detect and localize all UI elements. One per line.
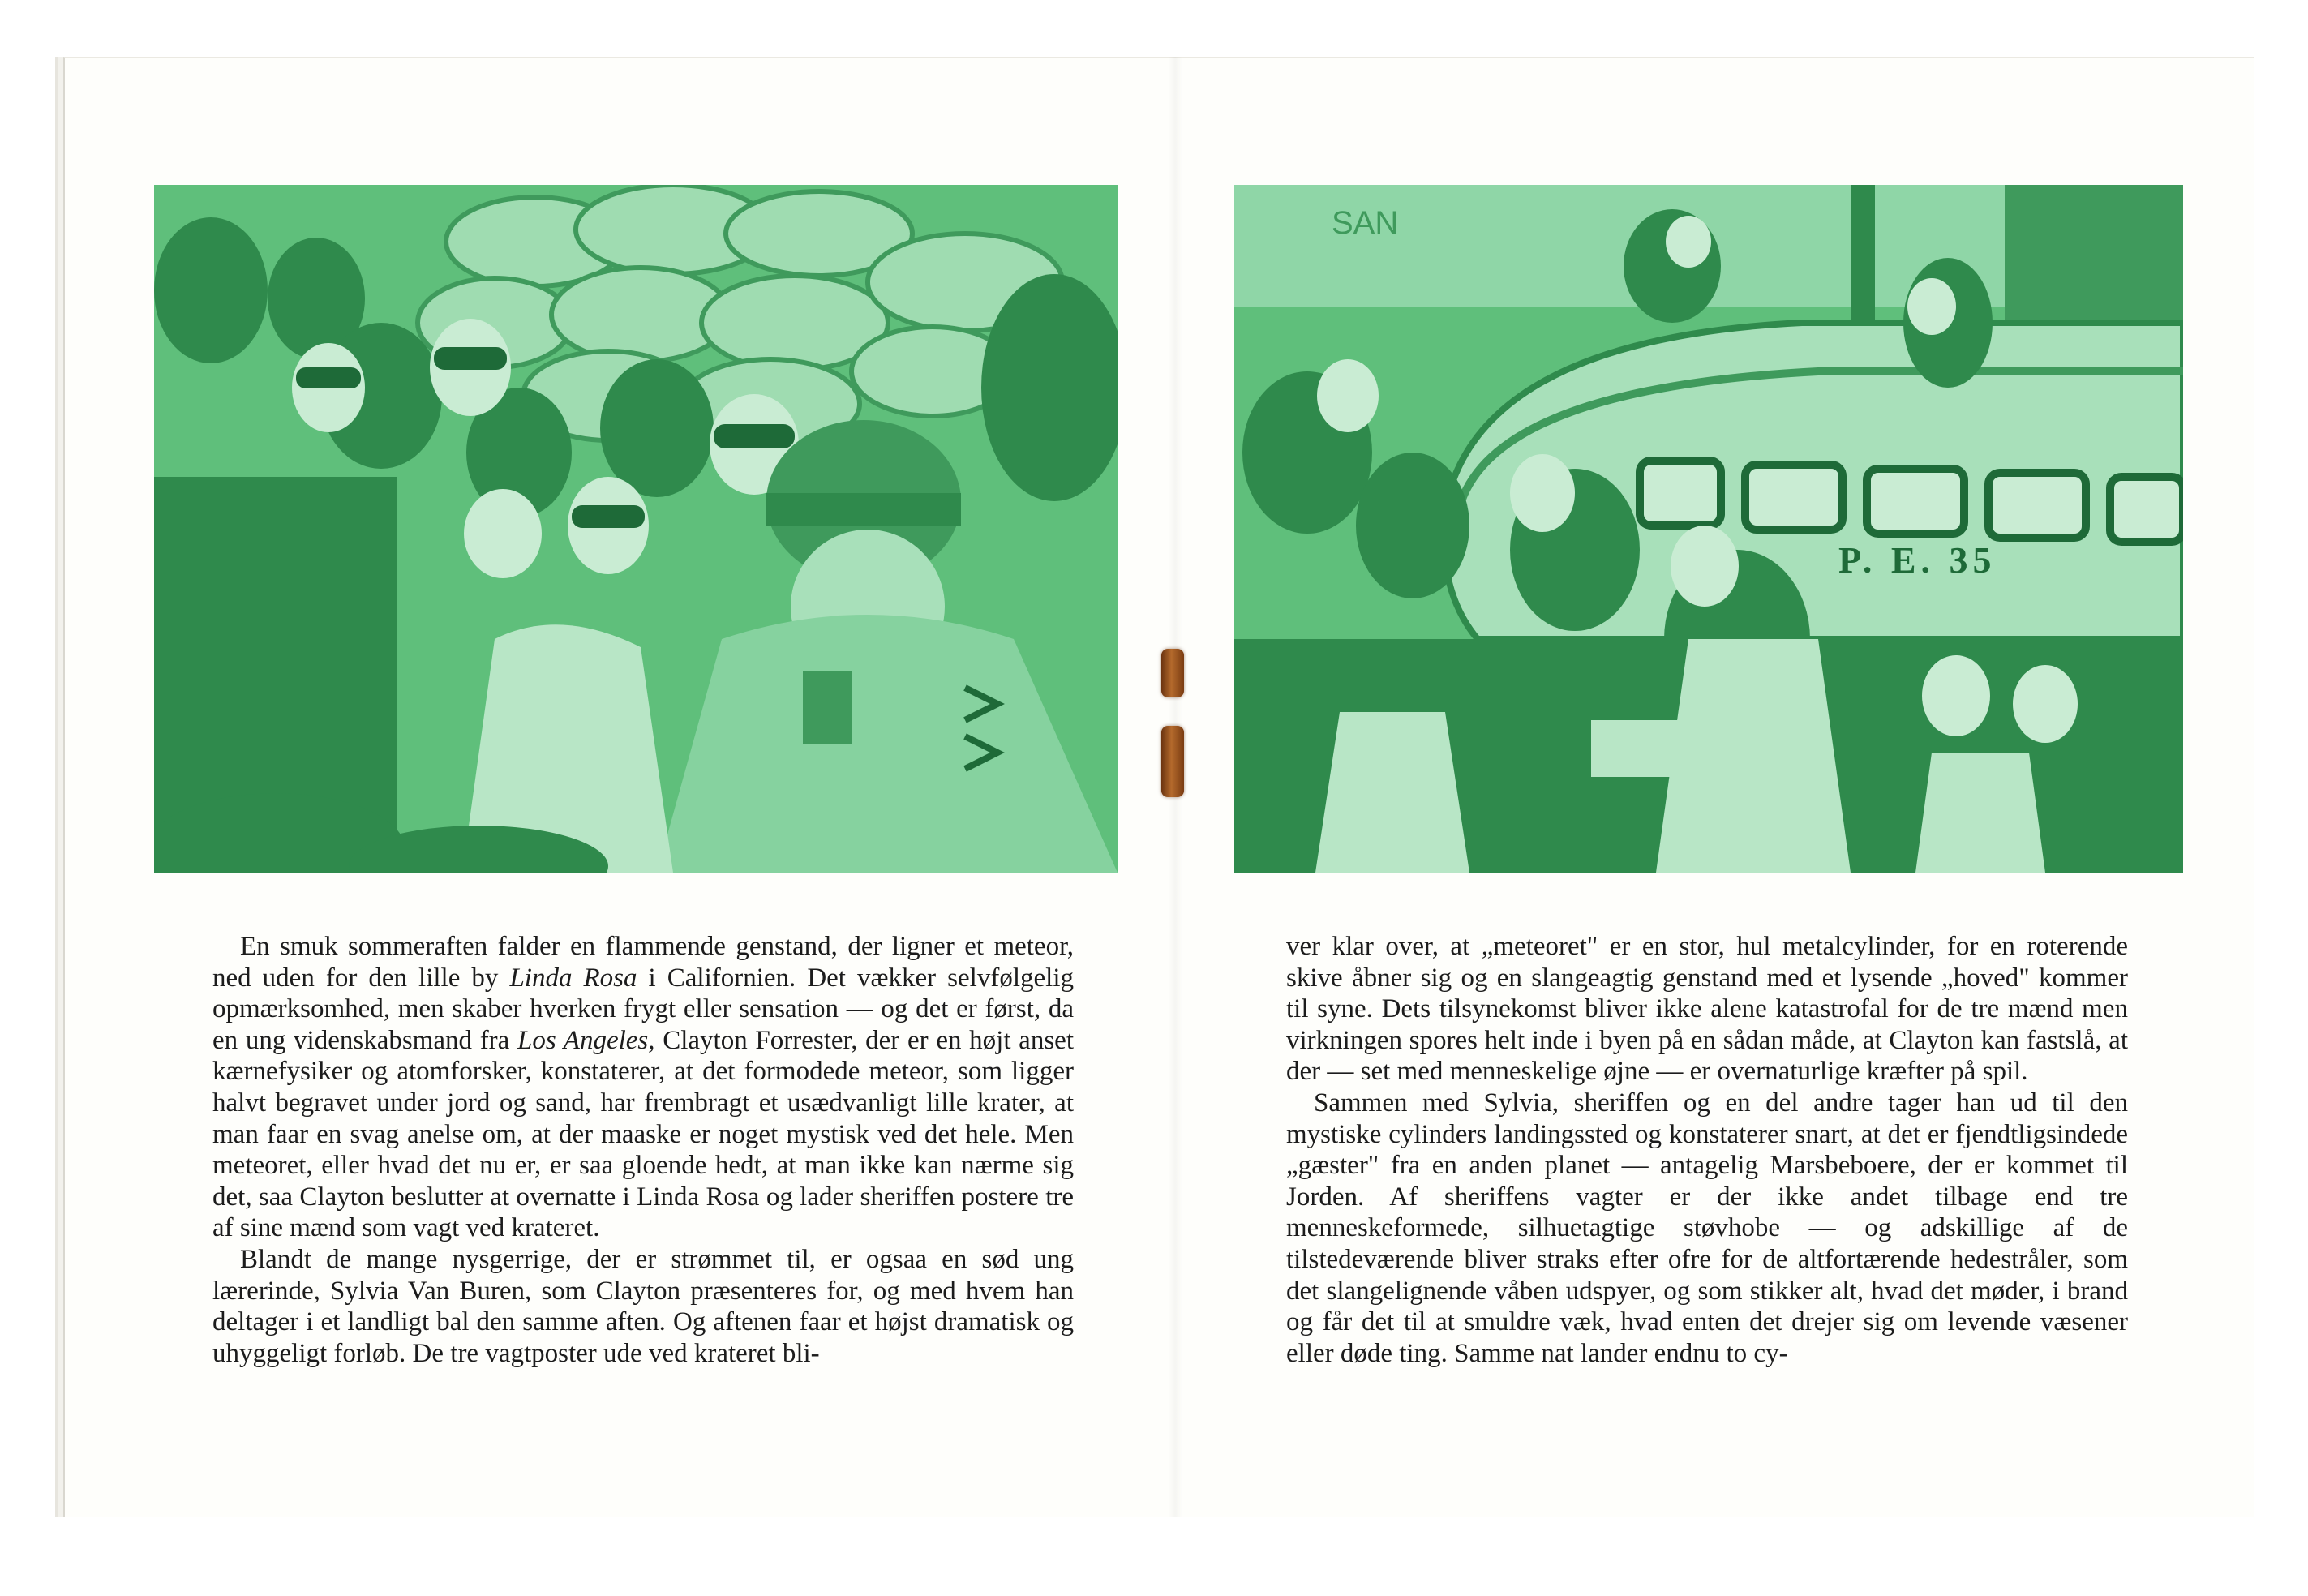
left-photo-illustration — [154, 185, 1118, 873]
left-paragraph-1 — [212, 931, 1074, 1244]
right-photo — [1234, 185, 2183, 873]
place-name-los-angeles: Los Angeles, — [517, 1025, 655, 1055]
left-paragraph-1-part-a: En smuk sommeraften falder en flammende genstand, der ligner et meteor, ned uden for den lille by — [212, 932, 1074, 993]
staple-bottom — [1161, 726, 1184, 797]
left-paragraph-2: Blandt de mange nysgerrige, der er strømmet til, er ogsaa en sød ung lærerinde, Sylvia Van Buren, som Clayton præsenteres for, og med hvem han deltager i et landligt bal den samme aften. Og aftenen faar et højst dramatisk og uhyggeligt forløb. De tre vagtposter ude ved krateret bli- — [212, 1244, 1074, 1368]
right-paragraph-2: Sammen med Sylvia, sheriffen og en del andre tager han ud til den mystiske cylinders landingssted og konstaterer snart, at det er fjendtligsindede „gæster" fra en anden planet — antagelig Marsbeboere, der er kommet til Jorden. Af sheriffens vagter er der ikke andet tilbage end tre menneskeformede, silhuetagtige støvhobe — og adskillige af de tilstedeværende bliver straks efter ofre for de altfortærende hedestråler, som det slangelignende våben udspyer, og som stikker alt, hvad det møder, i brand og får det til at smuldre væk, hvad enten det drejer sig om levende væsener eller døde ting. Samme nat lander endnu to cy- — [1286, 1088, 2128, 1368]
staple-top — [1161, 649, 1184, 697]
left-photo — [154, 185, 1118, 873]
left-paragraph-1-part-c: Clayton Forrester, der er en højt anset kærnefysiker og atomforsker, konstaterer, at det formodede meteor, som ligger halvt begravet under jord og sand, har frembragt et usædvanligt lille krater, at man faar en svag anelse om, at der maaske er noget mystisk ved det hele. Men meteoret, eller hvad det nu er, er saa gloende hedt, at man ikke kan nærme sig det, saa Clayton beslutter at overnatte i Linda Rosa og lader sheriffen postere tre af sine mænd som vagt ved krateret. — [212, 1025, 1074, 1243]
bus-number-text: P. E. 35 — [1838, 539, 1997, 581]
right-photo-illustration — [1234, 185, 2183, 873]
right-paragraph-1: ver klar over, at „meteoret" er en stor, hul metalcylinder, for en roterende skive åbner sig og en slangeagtig genstand med et lysende „hoved" kommer til syne. Dets tilsynekomst bliver ikke alene katastrofal for de tre mænd men virkningen spores helt inde i byen på en sådan måde, at Clayton kan fastslå, at der — set med menneskelige øjne — er overnaturlige kræfter på spil. — [1286, 932, 2128, 1087]
bus-sign-text: SAN — [1332, 205, 1399, 241]
right-text-column — [1286, 931, 2128, 1369]
left-text-column — [212, 931, 1074, 1369]
left-paragraph-1-part-b: i Californien. Det vækker selvfølgelig opmærksomhed, men skaber hverken frygt eller sensation — og det er først, da en ung videnskabsmand fra — [212, 963, 1074, 1055]
place-name-linda-rosa: Linda Rosa — [509, 963, 637, 993]
